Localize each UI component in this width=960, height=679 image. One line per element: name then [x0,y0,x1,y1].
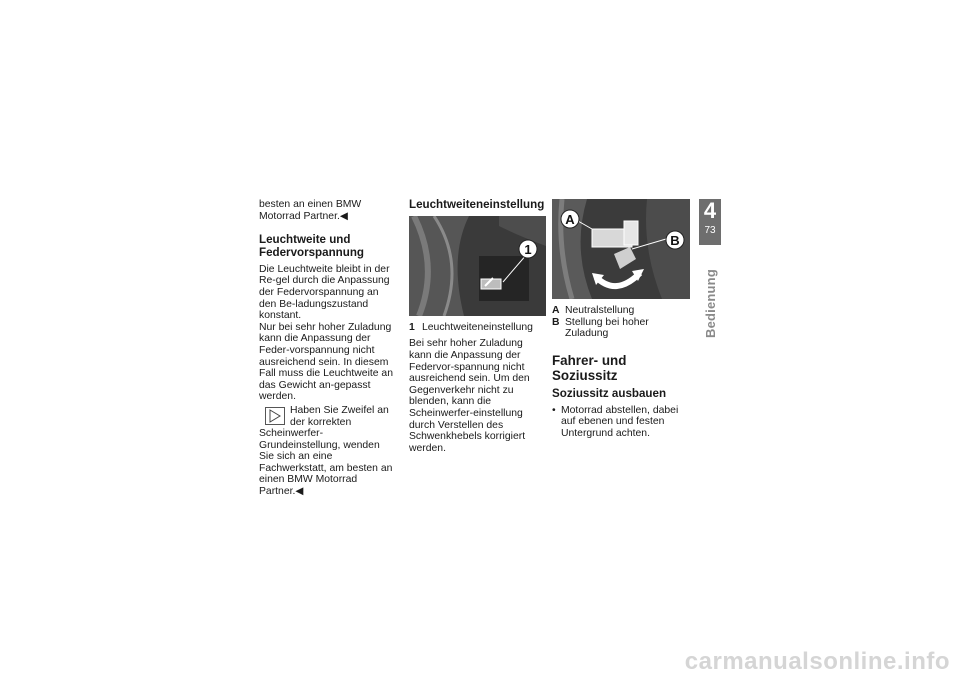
paragraph-leuchtweite-1: Die Leuchtweite bleibt in der Re-gel durch die Anpassung der Federvorspannung an den Be-ladungszustand konstant. [259,263,390,322]
photo-label-1: 1 [524,241,532,257]
caption-key: 1 [409,321,415,333]
caption-text: Leuchtweiteneinstellung [422,321,533,333]
note-text: Haben Sie Zweifel an der korrekten Scheinwerfer-Grundeinstellung, wenden Sie sich an eine Fachwerkstatt, am besten an einen BMW Motorrad Partner.◀ [259,404,393,498]
heading-leuchtweite-federvorspannung: Leuchtweite und Federvorspannung [259,233,365,259]
caption-key-b: B [552,316,560,328]
bullet-text: Motorrad abstellen, dabei auf ebenen und festen Untergrund achten. [561,404,679,439]
paragraph-schwenkhebel: Bei sehr hoher Zuladung kann die Anpassung der Federvor-spannung nicht ausreichend sein. Um den Gegenverkehr nicht zu blenden, kann die Scheinwerfer-einstellung durch Verstellen des Schwenkhebels korrigiert werden. [409,338,530,454]
caption-1 [409,322,546,334]
list-item [552,405,690,440]
caption-a [552,305,690,317]
page-number: 73 [704,225,716,236]
column-middle [409,199,546,454]
caption-b [552,317,690,340]
note-triangle-icon [265,407,285,425]
photo-label-b: B [670,233,680,248]
photo-lever-positions [552,199,690,299]
heading-leuchtweiteneinstellung: Leuchtweiteneinstellung [409,198,545,211]
caption-text-b: Stellung bei hoher Zuladung [565,316,649,340]
intro-text: besten an einen BMW Motorrad Partner.◀ [259,199,362,222]
paragraph-leuchtweite-2: Nur bei sehr hoher Zuladung kann die Anpassung der Feder-vorspannung nicht ausreichend sein. In diesem Fall muss die Leuchtweite an das Gewicht an-gepasst werden. [259,321,393,403]
chapter-label: Bedienung [703,269,718,338]
photo-label-a: A [565,212,575,227]
heading-soziussitz-ausbauen: Soziussitz ausbauen [552,386,667,400]
caption-text-a: Neutralstellung [565,305,635,316]
column-right [552,199,690,439]
column-left [259,199,397,498]
caption-key-a: A [552,305,560,316]
note-block [259,405,397,498]
bullet-icon: • [552,404,556,416]
watermark: carmanualsonline.info [684,648,950,675]
chapter-tab [699,199,721,245]
photo-headlight-adjuster [409,216,546,316]
chapter-number: 4 [703,198,717,223]
heading-fahrer-soziussitz: Fahrer- und Soziussitz [552,352,627,383]
